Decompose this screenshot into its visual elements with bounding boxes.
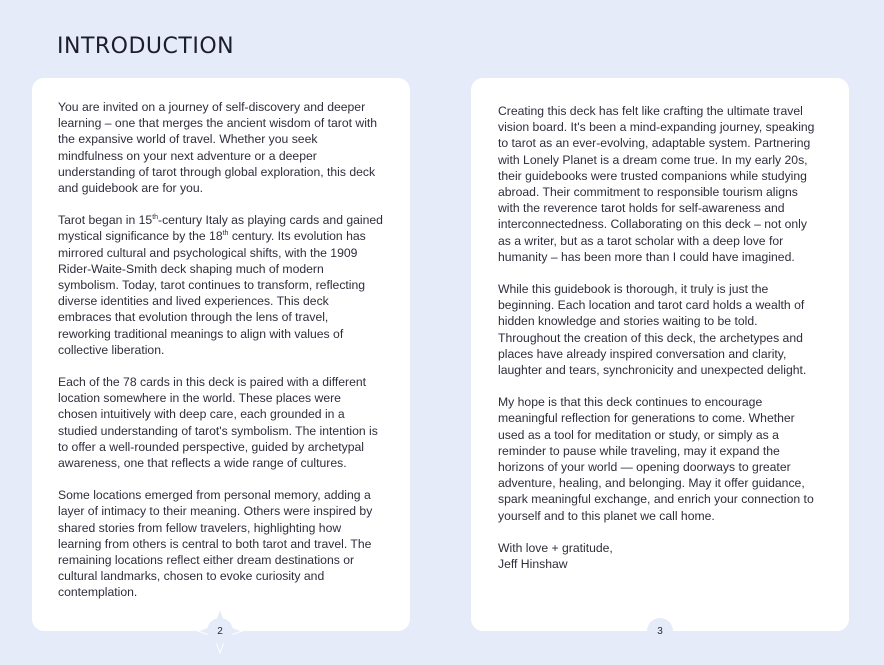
page-number-right: 3 xyxy=(647,618,673,644)
left-paragraph-2-part-a: Tarot began in 15 xyxy=(58,213,153,228)
right-paragraph-2: While this guidebook is thorough, it truly is just the beginning. Each location and tarot card holds a wealth of hidden knowledge and stories waiting to be told. Throughout the creation of this deck, the archetypes and places have already inspired conversation and clarity, laughter and tears, synchronicity and unexpected delight. xyxy=(498,282,807,378)
left-paragraph-2-part-b: -century Italy as playing cards and gained mystical significance by the 18 xyxy=(58,213,383,244)
closing-line: With love + gratitude, xyxy=(498,540,613,555)
right-paragraph-3: My hope is that this deck continues to encourage meaningful reflection for generations to come. Whether used as a tool for meditation or study, or simply as a reminder to pause while traveling, may it expand the horizons of your world — opening doorways to greater adventure, healing, and belonging. May it offer guidance, spark meaningful exchange, and enrich your connection to yourself and to this planet we call home. xyxy=(498,395,814,523)
left-paragraph-3: Each of the 78 cards in this deck is paired with a different location somewhere in the world. These places were chosen intuitively with deep care, each grounded in a studied understanding of tarot's symbolism. The intention is to offer a well-rounded perspective, guided by archetypal awareness, one that reflects a wide range of cultures. xyxy=(58,375,378,471)
page-title: INTRODUCTION xyxy=(57,34,235,59)
left-paragraph-2-part-c: century. Its evolution has mirrored cultural and psychological shifts, with the 1909 Rider-Waite-Smith deck shaping much of modern symbolism. Today, tarot continues to transform, reflecting diverse identities and lived experiences. This deck embraces that evolution through the lens of travel, reworking traditional meanings to align with values of collective liberation. xyxy=(58,229,366,357)
left-paragraph-4: Some locations emerged from personal memory, adding a layer of intimacy to their meaning. Others were inspired by shared stories from fellow travelers, highlighting how learning from others is central to both tarot and travel. The remaining locations reflect either dream destinations or cultural landmarks, chosen to evoke curiosity and contemplation. xyxy=(58,488,373,600)
right-paragraph-1: Creating this deck has felt like crafting the ultimate travel vision board. It's been a mind-expanding journey, speaking to tarot as an ever-evolving, adaptable system. Partnering with Lonely Planet is a dream come true. In my early 20s, their guidebooks were trusted companions while studying abroad. Their commitment to responsible tourism aligns with the reverence tarot holds for self-awareness and interconnectedness. Collaborating on this deck – not only as a writer, but as a tarot scholar with a deep love for humanity – has been more than I could have imagined. xyxy=(498,104,815,264)
left-paragraph-1: You are invited on a journey of self-discovery and deeper learning – one that merges the ancient wisdom of tarot with the expansive world of travel. Whether you seek mindfulness on your next adventure or a deeper understanding of tarot through global exploration, this deck and guidebook are for you. xyxy=(58,100,378,196)
left-page-card xyxy=(32,78,410,631)
signature: Jeff Hinshaw xyxy=(498,557,568,572)
ordinal-suffix-18th: th xyxy=(222,230,229,238)
ordinal-suffix-15th: th xyxy=(152,214,159,222)
left-paragraph-2 xyxy=(58,212,383,358)
page-number-left: 2 xyxy=(207,618,233,644)
right-page-card xyxy=(471,78,849,631)
